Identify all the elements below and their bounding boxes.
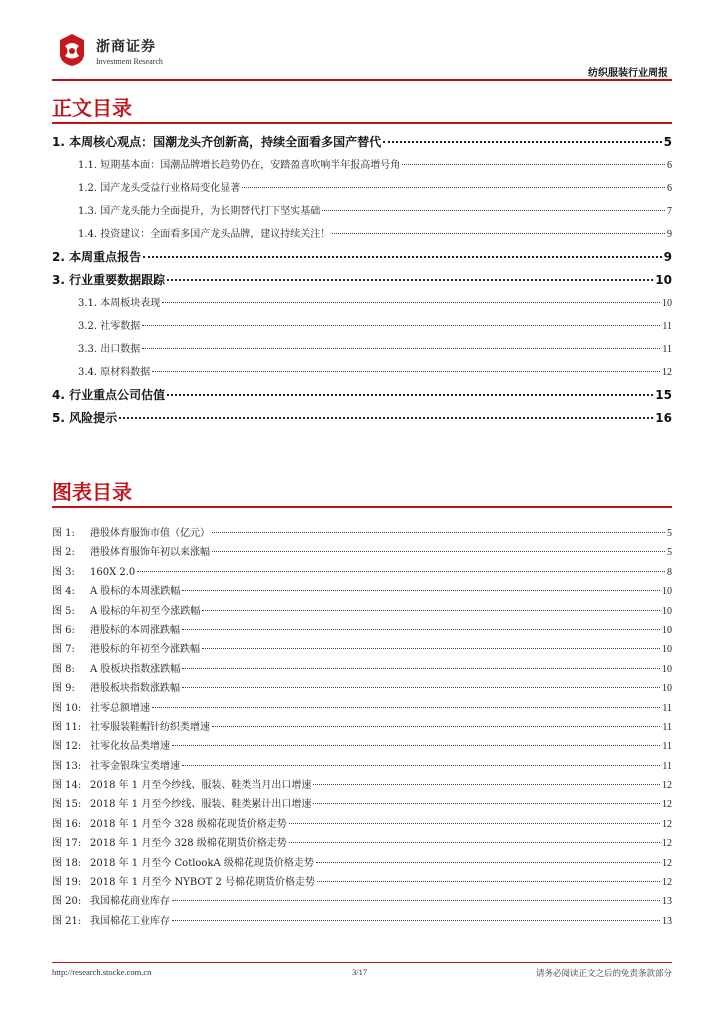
toc-entry-label: 3.4. 原材料数据 [78,367,151,378]
figure-page: 10 [662,624,672,636]
figure-number: 图 3: [52,566,75,578]
figure-page: 10 [662,644,672,656]
figure-number: 图 9: [52,683,75,695]
figure-leader-dots [212,532,665,533]
figure-leader-dots [202,610,660,611]
figure-entry[interactable] [52,795,672,814]
toc-entry-page: 16 [655,411,672,425]
figure-page: 10 [662,586,672,598]
figure-label: 港股标的年初至今涨跌幅 [90,644,200,656]
figure-label: 社零化妆品类增速 [90,741,170,753]
figure-leader-dots [182,765,660,766]
toc-subentry[interactable] [52,225,672,248]
figure-label: A 股板块指数涨跌幅 [90,663,181,675]
figure-page: 12 [662,799,672,811]
company-logo-icon [54,32,90,68]
toc-entry-page: 12 [662,367,672,378]
toc-entry-page: 11 [662,321,672,332]
figure-leader-dots [182,668,660,669]
toc-entry-label: 1.1. 短期基本面：国潮品牌增长趋势仍在，安踏盈喜吹响半年报高增号角 [78,160,401,171]
toc-entry-page: 7 [667,206,672,217]
figure-page: 12 [662,780,672,792]
figure-number: 图 16: [52,818,82,830]
figures-title-divider [52,506,672,508]
company-name-cn: 浙商证券 [96,39,156,55]
toc-entry-page: 6 [667,183,672,194]
figure-leader-dots [182,590,660,591]
figure-entry[interactable] [52,602,672,621]
figure-leader-dots [202,648,660,649]
toc-leader-dots [322,210,665,211]
figure-entry[interactable] [52,621,672,640]
figure-label: 2018 年 1 月至今 NYBOT 2 号棉花期货价格走势 [90,877,315,889]
figure-entry[interactable] [52,640,672,659]
figure-leader-dots [212,726,660,727]
toc-entry-page: 10 [662,298,672,309]
figure-number: 图 4: [52,586,75,598]
figure-label: 我国棉花商业库存 [90,896,170,908]
figure-leader-dots [313,784,660,785]
figure-page: 10 [662,683,672,695]
figure-entry[interactable] [52,912,672,931]
figure-label: 港股标的本周涨跌幅 [90,624,180,636]
figure-label: 2018 年 1 月至今纱线、服装、鞋类当月出口增速 [90,780,312,792]
figure-number: 图 13: [52,760,82,772]
toc-entry-label: 1.4. 投资建议：全面看多国产龙头品牌，建议持续关注！ [78,229,331,240]
figure-label: 2018 年 1 月至今 328 级棉花期货价格走势 [90,838,287,850]
toc-subentry[interactable] [52,340,672,363]
toc-leader-dots [162,302,660,303]
figure-number: 图 10: [52,702,82,714]
toc-leader-dots [167,279,653,281]
toc-entry-label: 5. 风险提示 [52,411,118,425]
figure-leader-dots [172,900,660,901]
figure-leader-dots [172,920,660,921]
figures-list [52,524,672,931]
toc-entry-page: 9 [663,250,672,264]
toc-entry-label: 3.2. 社零数据 [78,321,141,332]
toc-subentry[interactable] [52,179,672,202]
figure-number: 图 12: [52,741,82,753]
figure-number: 图 5: [52,605,75,617]
footer-url[interactable]: http://research.stocke.com.cn [52,967,152,977]
figure-page: 5 [667,528,672,539]
toc-title: 正文目录 [52,96,132,120]
figure-page: 11 [662,741,672,753]
toc-leader-dots [167,394,653,396]
figure-entry[interactable] [52,873,672,892]
figure-page: 11 [662,702,672,714]
toc-entry[interactable] [52,133,672,156]
toc-entry-label: 3. 行业重要数据跟踪 [52,273,166,287]
figure-entry[interactable] [52,660,672,679]
figure-number: 图 8: [52,663,75,675]
figure-number: 图 2: [52,547,75,559]
figure-leader-dots [137,571,665,572]
toc-entry-label: 3.3. 出口数据 [78,344,141,355]
toc-subentry[interactable] [52,363,672,386]
toc-entry-label: 1.3. 国产龙头能力全面提升，为长期替代打下坚实基础 [78,206,321,217]
toc-entry-page: 9 [667,229,672,240]
figure-leader-dots [182,687,660,688]
figure-page: 12 [662,838,672,850]
toc-leader-dots [142,348,660,349]
figure-page: 5 [667,547,672,559]
figure-leader-dots [317,881,660,882]
figure-page: 10 [662,663,672,675]
toc-list [52,133,672,432]
figure-number: 图 18: [52,857,82,869]
figure-number: 图 20: [52,896,82,908]
figure-label: 社零金银珠宝类增速 [90,760,180,772]
toc-subentry[interactable] [52,156,672,179]
figure-leader-dots [152,707,660,708]
figure-page: 10 [662,605,672,617]
figure-label: A 股标的本周涨跌幅 [90,586,181,598]
figure-label: 港股体育服饰年初以来涨幅 [90,547,210,559]
figure-page: 13 [662,915,672,927]
toc-leader-dots [119,417,653,419]
figure-leader-dots [289,842,660,843]
figure-number: 图 21: [52,915,82,927]
toc-subentry[interactable] [52,317,672,340]
toc-subentry[interactable] [52,202,672,225]
figure-entry[interactable] [52,718,672,737]
figure-entry[interactable] [52,737,672,756]
figure-entry[interactable] [52,815,672,834]
figure-entry[interactable] [52,776,672,795]
figure-number: 图 6: [52,624,75,636]
figure-page: 13 [662,896,672,908]
figure-leader-dots [316,862,660,863]
toc-leader-dots [152,371,660,372]
toc-leader-dots [143,256,662,258]
figure-number: 图 14: [52,780,82,792]
figure-entry[interactable] [52,524,672,543]
toc-entry-label: 2. 本周重点报告 [52,250,142,264]
figure-number: 图 11: [52,721,82,733]
footer-divider [52,962,672,963]
figure-leader-dots [212,551,665,552]
figure-label: 社零总额增速 [90,702,150,714]
header-divider [52,79,672,81]
toc-leader-dots [142,325,660,326]
toc-entry[interactable] [52,248,672,271]
figure-number: 图 17: [52,838,82,850]
toc-entry-label: 1. 本周核心观点：国潮龙头齐创新高，持续全面看多国产替代 [52,135,382,149]
toc-entry-page: 6 [667,160,672,171]
figure-page: 12 [662,818,672,830]
toc-title-divider [52,122,672,124]
figure-label: A 股标的年初至今涨跌幅 [90,605,201,617]
figure-leader-dots [172,745,660,746]
toc-entry-page: 11 [662,344,672,355]
toc-entry-page: 15 [655,388,672,402]
figure-entry[interactable] [52,679,672,698]
figure-number: 图 1: [52,528,75,539]
toc-entry[interactable] [52,386,672,409]
footer-disclaimer: 请务必阅读正文之后的免责条款部分 [535,969,672,979]
figure-number: 图 19: [52,877,82,889]
figure-label: 2018 年 1 月至今 CotlookA 级棉花现货价格走势 [90,857,314,869]
toc-leader-dots [332,233,665,234]
toc-entry-page: 5 [663,135,672,149]
figure-label: 2018 年 1 月至今 328 级棉花现货价格走势 [90,818,287,830]
toc-entry-label: 4. 行业重点公司估值 [52,388,166,402]
toc-entry-label: 3.1. 本周板块表现 [78,298,161,309]
figure-leader-dots [182,629,660,630]
figure-number: 图 15: [52,799,82,811]
figure-entry[interactable] [52,563,672,582]
toc-leader-dots [383,141,662,143]
figure-label: 港股板块指数涨跌幅 [90,683,180,695]
figure-entry[interactable] [52,699,672,718]
figure-label: 160X 2.0 [90,566,136,578]
figures-title: 图表目录 [52,480,132,504]
figure-entry[interactable] [52,582,672,601]
page-number: 3/17 [352,967,368,977]
toc-subentry[interactable] [52,294,672,317]
page-header [52,30,672,80]
figure-leader-dots [289,823,660,824]
report-type: 纺织服装行业周报 [588,68,668,79]
figure-page: 12 [662,877,672,889]
figure-entry[interactable] [52,834,672,853]
figure-label: 我国棉花工业库存 [90,915,170,927]
figure-label: 2018 年 1 月至今纱线、服装、鞋类累计出口增速 [90,799,312,811]
figure-entry[interactable] [52,543,672,562]
figure-label: 社零服装鞋帽针纺织类增速 [90,721,210,733]
figure-label: 港股体育服饰市值（亿元） [90,528,210,539]
toc-entry[interactable] [52,271,672,294]
figure-number: 图 7: [52,644,75,656]
toc-entry[interactable] [52,409,672,432]
figure-entry[interactable] [52,892,672,911]
figure-page: 12 [662,857,672,869]
toc-entry-label: 1.2. 国产龙头受益行业格局变化显著 [78,183,241,194]
company-name-en: Investment Research [96,57,163,66]
figure-entry[interactable] [52,757,672,776]
toc-entry-page: 10 [655,273,672,287]
figure-page: 11 [662,760,672,772]
toc-leader-dots [242,187,665,188]
figure-leader-dots [313,803,660,804]
figure-page: 8 [667,566,672,578]
toc-leader-dots [402,164,665,165]
figure-entry[interactable] [52,854,672,873]
figure-page: 11 [662,721,672,733]
